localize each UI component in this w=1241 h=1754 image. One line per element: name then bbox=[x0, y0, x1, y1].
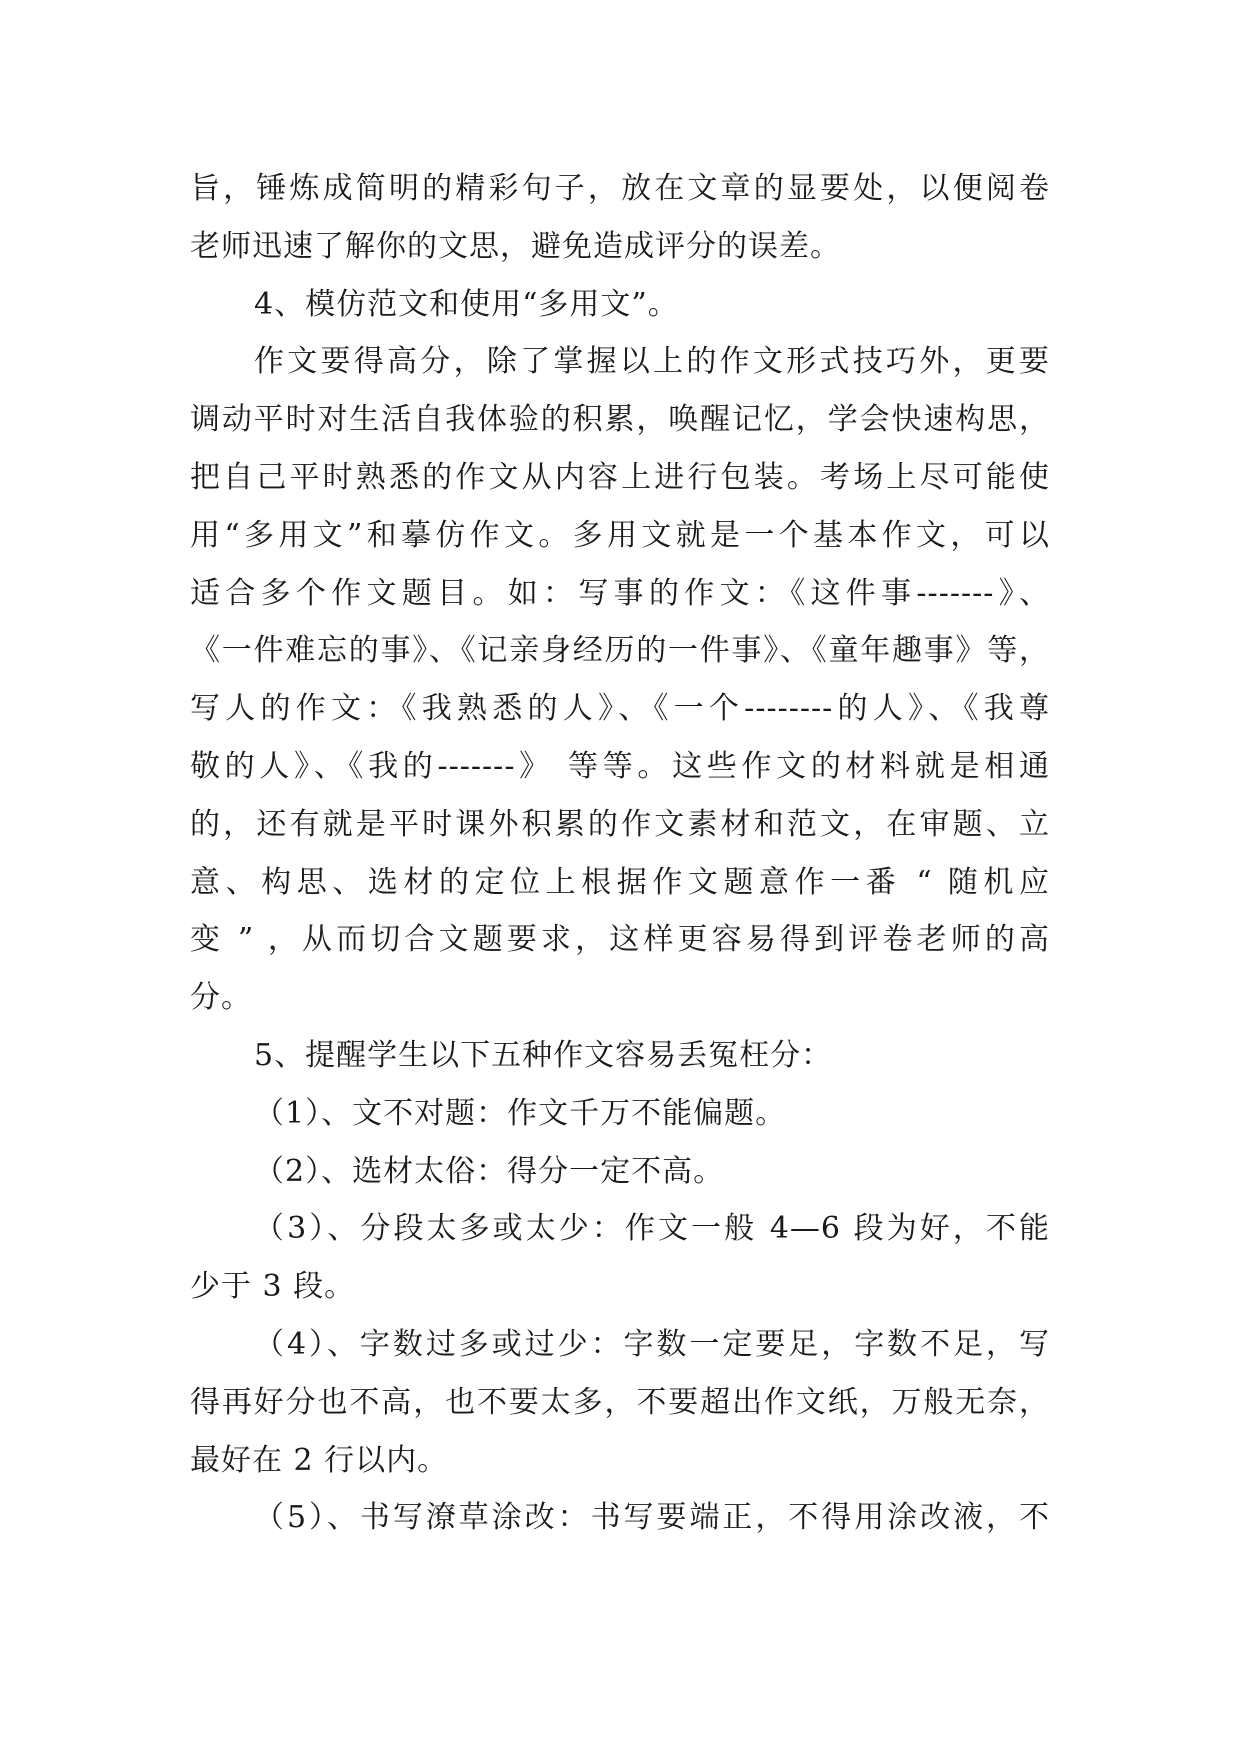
text-line: （1）、文不对题：作文千万不能偏题。 bbox=[254, 1095, 787, 1131]
text-line: 作文要得高分，除了掌握以上的作文形式技巧外，更要 bbox=[254, 344, 1050, 380]
text-line: 变 ” ，从而切合文题要求，这样更容易得到评卷老师的高 bbox=[190, 922, 1050, 958]
text-line: 写人的作文：《我熟悉的人》、《一个--------的人》、《我尊 bbox=[190, 691, 1050, 727]
text-line: 的，还有就是平时课外积累的作文素材和范文，在审题、立 bbox=[190, 806, 1050, 842]
text-line: 少于 3 段。 bbox=[190, 1269, 356, 1305]
text-line: 老师迅速了解你的文思，避免造成评分的误差。 bbox=[190, 228, 841, 264]
text-line: 用“多用文”和摹仿作文。多用文就是一个基本作文，可以 bbox=[190, 517, 1050, 553]
text-line: 得再好分也不高，也不要太多，不要超出作文纸，万般无奈， bbox=[190, 1384, 1050, 1420]
text-line: （3）、分段太多或太少：作文一般 4—6 段为好，不能 bbox=[254, 1211, 1050, 1247]
text-line: 旨，锤炼成简明的精彩句子，放在文章的显要处，以便阅卷 bbox=[190, 171, 1050, 206]
text-line: 5、提醒学生以下五种作文容易丢冤枉分： bbox=[254, 1037, 833, 1073]
text-line: 《一件难忘的事》、《记亲身经历的一件事》、《童年趣事》等， bbox=[190, 633, 1050, 669]
text-line: 调动平时对生活自我体验的积累，唤醒记忆，学会快速构思， bbox=[190, 402, 1050, 438]
text-line: 分。 bbox=[190, 980, 252, 1016]
text-line: 敬的人》、《我的-------》 等等。这些作文的材料就是相通 bbox=[190, 748, 1050, 784]
text-line: 最好在 2 行以内。 bbox=[190, 1442, 449, 1478]
text-line: （2）、选材太俗：得分一定不高。 bbox=[254, 1153, 725, 1189]
document-body bbox=[190, 160, 1050, 1547]
text-line: 意、构思、选材的定位上根据作文题意作一番 “ 随机应 bbox=[190, 864, 1050, 900]
text-line: 适合多个作文题目。如：写事的作文：《这件事-------》、 bbox=[190, 575, 1050, 611]
text-line: 4、模仿范文和使用“多用文”。 bbox=[254, 286, 679, 322]
text-line: 把自己平时熟悉的作文从内容上进行包装。考场上尽可能使 bbox=[190, 459, 1050, 495]
text-line: （4）、字数过多或过少：字数一定要足，字数不足，写 bbox=[254, 1326, 1050, 1362]
text-line: （5）、书写潦草涂改：书写要端正，不得用涂改液，不 bbox=[254, 1500, 1050, 1536]
